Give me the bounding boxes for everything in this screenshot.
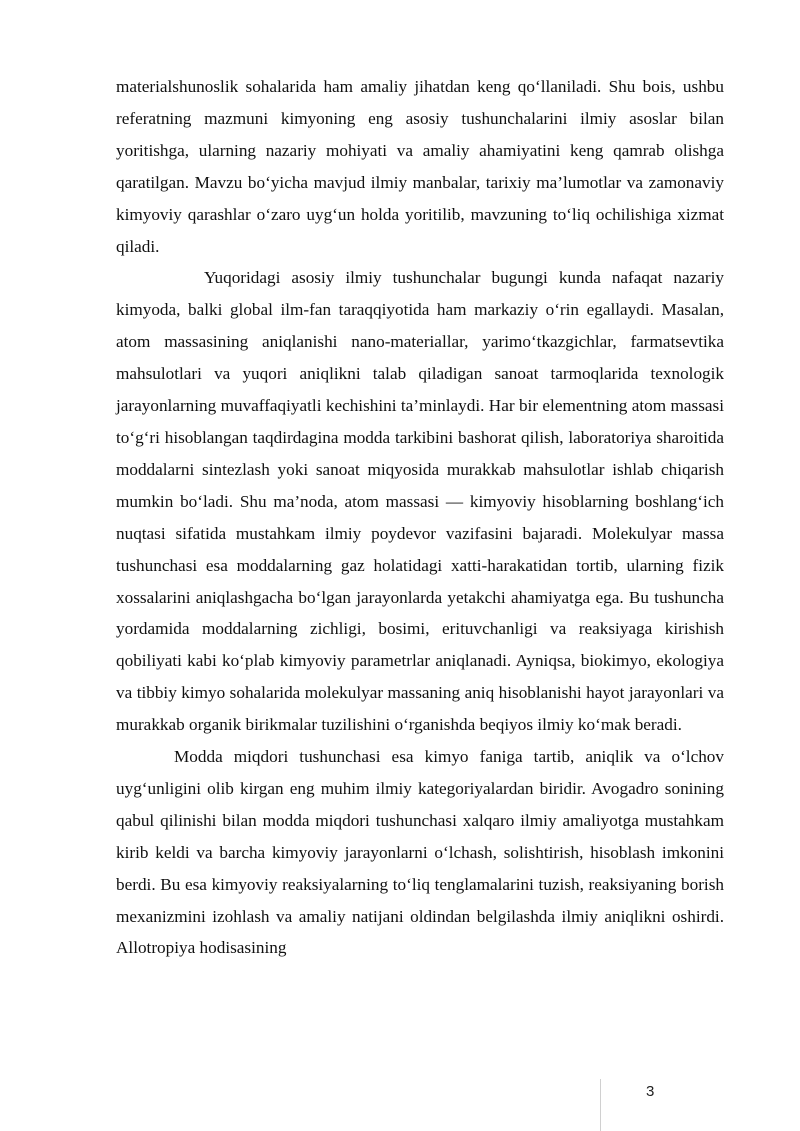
paragraph-atomic-mass: Yuqoridagi asosiy ilmiy tushunchalar bugungi kunda nafaqat nazariy kimyoda, balki global ilm-fan taraqqiyotida ham markaziy o‘rin egallaydi. Masalan, atom massasining aniqlanishi nano-materiallar, yarimo‘tkazgichlar, farmatsevtika mahsulotlari va yuqori aniqlikni talab qiladigan sanoat tarmoqlarida texnologik jarayonlarning muvaffaqiyatli kechishini ta’minlaydi. Har bir elementning atom massasi to‘g‘ri hisoblangan taqdirdagina modda tarkibini bashorat qilish, laboratoriya sharoitida moddalarni sintezlash yoki sanoat miqyosida murakkab mahsulotlar ishlab chiqarish mumkin bo‘ladi. Shu ma’noda, atom massasi — kimyoviy hisoblarning boshlang‘ich nuqtasi sifatida mustahkam ilmiy poydevor vazifasini bajaradi. Molekulyar massa tushunchasi esa moddalarning gaz holatidagi xatti-harakatidan tortib, ularning fizik xossalarini aniqlashgacha bo‘lgan jarayonlarda yetakchi ahamiyatga ega. Bu tushuncha yordamida moddalarning zichligi, bosimi, erituvchanligi va reaksiyaga kirishish qobiliyati kabi ko‘plab kimyoviy parametrlar aniqlanadi. Ayniqsa, biokimyo, ekologiya va tibbiy kimyo sohalarida molekulyar massaning aniq hisoblanishi hayot jarayonlari va murakkab organik birikmalar tuzilishini o‘rganishda beqiyos ilmiy ko‘mak beradi. <box>116 268 724 735</box>
body-text <box>116 71 724 964</box>
paragraph-substance-amount: Modda miqdori tushunchasi esa kimyo faniga tartib, aniqlik va o‘lchov uyg‘unligini olib kirgan eng muhim ilmiy kategoriyalardan biridir. Avogadro sonining qabul qilinishi bilan modda miqdori tushunchasi xalqaro ilmiy amaliyotga mustahkam kirib keldi va barcha kimyoviy jarayonlarni o‘lchash, solishtirish, hisoblash imkonini berdi. Bu esa kimyoviy reaksiyalarning to‘liq tenglamalarini tuzish, reaksiyaning borish mexanizmini izohlash va amaliy natijani oldindan belgilashda ilmiy aniqlikni oshirdi. Allotropiya hodisasining <box>116 747 724 958</box>
paragraph-continuation: materialshunoslik sohalarida ham amaliy jihatdan keng qo‘llaniladi. Shu bois, ushbu referatning mazmuni kimyoning eng asosiy tushunchalarini ilmiy asoslar bilan yoritishga, ularning nazariy mohiyati va amaliy ahamiyatini keng qamrab olishga qaratilgan. Mavzu bo‘yicha mavjud ilmiy manbalar, tarixiy ma’lumotlar va zamonaviy kimyoviy qarashlar o‘zaro uyg‘un holda yoritilib, mavzuning to‘liq ochilishiga xizmat qiladi. <box>116 77 724 256</box>
footer-divider <box>600 1079 601 1131</box>
page-number: 3 <box>646 1083 655 1100</box>
